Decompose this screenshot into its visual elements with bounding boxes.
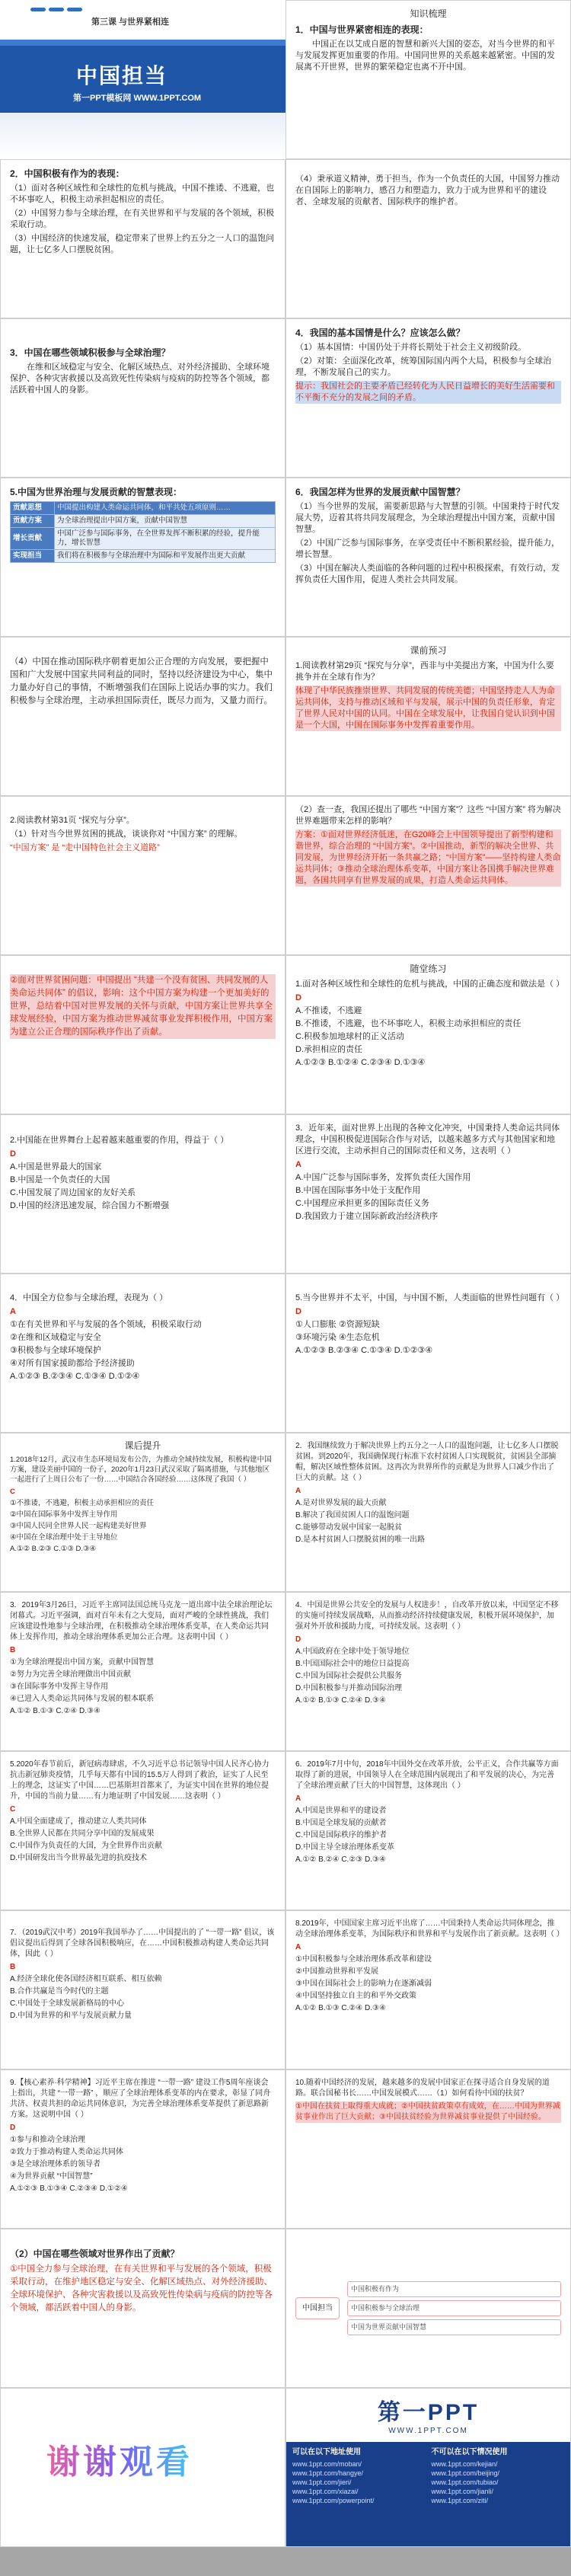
- answer-mark: D: [10, 1149, 16, 1159]
- question: 4．中国全方位参与全球治理，表现为（ ）: [10, 1293, 168, 1302]
- option: B.中国国际社会中的地位日益提高: [295, 1660, 410, 1668]
- question: 9.【核心素养·科学精神】习近平主席在推进 “一带一路” 建设工作5周年座谈会上指出，共建 “一带一路” ，顺应了全球治理体系变革的内在要求，彰显了同舟共济、权责共担的命运共同体意识，为完善全球治理体系变革提供了新思路新方案。这说明中国（ ）: [10, 2079, 271, 2119]
- slide-5: [286, 318, 571, 478]
- point: （2）中国努力参与全球治理，在有关世界和平与发展的各个领域，积极采取行动。: [10, 209, 275, 229]
- option: ③在国际事务中发挥主导作用: [10, 1683, 108, 1691]
- question: 2.中国能在世界舞台上起着越来越重要的作用，得益于（ ）: [10, 1136, 229, 1145]
- answer-mark: B: [10, 1646, 16, 1654]
- point: （3）中国在解决人类面临的各种问题的过程中积极探索，有效行动，发挥负责任大国作用，促进人类社会共同发展。: [295, 564, 560, 584]
- question: 3．2019年3月26日，习近平主席同法国总统马克龙一道出席中法全球治理论坛闭幕式。习近平强调，面对百年未有之大变局，面对严峻的全球性挑战，我们应该建设性地参与全球治理，在积极推动全球治理体系变革，在人类命运共同体上发挥作用，推动全球治理体系更加公正合理。这表明中国（ ）: [10, 1601, 273, 1641]
- question: 2.阅读教材第31页 “探究与分享”。: [10, 816, 135, 825]
- slide-title: 课前预习: [410, 645, 447, 656]
- usage-denied-title: 不可以在以下情况使用: [431, 2448, 508, 2456]
- tip: 提示：我国社会的主要矛盾已经转化为人民日益增长的美好生活需要和不平衡不充分的发展之间的矛盾。: [295, 381, 561, 404]
- point: （4）中国在推动国际秩序朝着更加公正合理的方向发展，要把握中国和广大发展中国家共同利益的同时，坚持以经济建设为中心，集中力量办好自己的事情，不断增强我们在国际上说话办事的实力。我们积极参与全球治理，主动承担国际责任，既尽力而为，又量力而行。: [10, 657, 273, 705]
- option: C.积极参加地球村的正义活动: [295, 1032, 404, 1041]
- thanks-text: 谢谢观看: [46, 2434, 193, 2483]
- answer-mark: B: [10, 1963, 16, 1971]
- option: ②中国推动世界和平发展: [295, 1967, 378, 1976]
- answer: 方案：①面对世界经济低迷，在G20峰会上中国领导提出了新型构建和谐世界，综合治理的 “中国方案”。②中国推动，新型的解决全世界、共同发展，为世界经济开拓一条共赢之路；“中国方案”——坚持构建人类命运共同体；③推动全球治理体系变革，中国方案让各国携手解决世界难题，各国共同享有世界发展的成果，打造人类命运共同体。: [295, 830, 561, 885]
- choices: A.①② B.①③ C.②④ D.③④: [10, 1707, 100, 1715]
- option: B.全世界人民都在共同分享中国的发展成果: [10, 1830, 155, 1838]
- option: ②努力为完善全球治理做出中国贡献: [10, 1670, 131, 1679]
- question: 5.2020年春节前后，新冠病毒肆虐，不久习近平总书记领导中国人民齐心协力抗击新冠肺炎疫情，几乎每天都有中国的15.5万人得到了救治，证实了人民至上的理念，这证实了中国……巴基斯坦首都来了，为证实中国在世界的地位提升，中国的当前力量……有力地证明了中国发展……这表明（ ）: [10, 1760, 270, 1801]
- slide-title: 课后提升: [124, 1440, 161, 1451]
- brand-url: WWW.1PPT.COM: [388, 2427, 468, 2435]
- cover-decoration: [30, 8, 82, 11]
- option: ②致力于推动构建人类命运共同体: [10, 2148, 123, 2156]
- option: D.中国研发出当今世界最先进的抗疫技术: [10, 1854, 147, 1862]
- question: 6．2019年7月中旬，2018年中国外交在改革开放，公平正义，合作共赢等方面取得了新的进展，中国领导人在全球范围内展现出了和平发展的决心，为完善了全球治理贡献了巨大的中国智慧，这体现出（ ）: [295, 1760, 559, 1790]
- slide-6: [0, 478, 286, 637]
- choices: A.①②③ B.②③④ C.①③④ D.①②③④: [295, 1346, 433, 1355]
- answer-mark: D: [295, 1307, 301, 1316]
- choices: A.①② B.②③ C.①③ D.③④: [10, 1545, 97, 1553]
- answer: 在维和区域稳定与安全、化解区域热点、对外经济援助、全球环境保护、各种灾害救援以及高致死性传染病与疫病的防控等各个领域，都活跃着中国人的身影。: [10, 363, 270, 395]
- slide-12: [0, 955, 286, 1114]
- option: A.中国全面建成了，推动建立人类共同体: [10, 1817, 147, 1826]
- option: ①中国积极参与全球治理体系改革和建设: [295, 1955, 432, 1964]
- answer: ①中国在扶贫上取得重大成就；②中国扶贫政策卓有成效，在……中国为世界减贫事业作出了巨大贡献；③中国扶贫经验为世界减贫事业提供了中国经验。: [295, 2102, 560, 2121]
- link[interactable]: www.1ppt.com/hangye/: [292, 2469, 364, 2477]
- usage-allowed-title: 可以在以下地址使用: [292, 2448, 361, 2456]
- slide-3: [286, 159, 571, 318]
- choices: A.①② B.①③ C.②④ D.③④: [295, 1696, 386, 1705]
- slide-18: [0, 1433, 286, 1592]
- slide-23: [286, 1751, 571, 1910]
- answer-mark: A: [295, 1487, 301, 1495]
- thanks-slide: [0, 2388, 286, 2547]
- point: （1）面对各种区域性和全球性的危机与挑战，中国不推诿、不逃避，也不坏事吃人，积极主动承担起相应的责任。: [10, 184, 275, 204]
- slide-7: [286, 478, 571, 637]
- question: 3．近年来，面对世界上出现的各种文化冲突，中国秉持人类命运共同体理念，中国积极促进国际合作与对话，以越来越多方式与其他国家和地区进行交流，主动承担自己的国际责任和义务，这表明（ ）: [295, 1123, 560, 1155]
- usage-info: [286, 2442, 571, 2547]
- point: （1）基本国情：中国仍处于并将长期处于社会主义初级阶段。: [295, 343, 527, 352]
- answer-mark: D: [295, 1635, 301, 1644]
- choices: A.①②③ B.②③④ C.①③④ D.①②④: [10, 1372, 140, 1381]
- slide-title: 随堂练习: [410, 964, 447, 974]
- slide-8: [0, 637, 286, 796]
- table-value: 中国提出构建人类命运共同体，和平共处五项原则……: [55, 502, 276, 515]
- question: 4．中国是世界公共安全的发展与人权进步！，自改革开放以来，中国坚定不移的实施可持续发展战略，从而推动经济持续健康发展，积极开展环境保护，加强对外开放和援助力度，可持续发展。这表明（ ）: [295, 1601, 559, 1631]
- option: ①不推诿，不逃避，积极主动承担相应的责任: [10, 1499, 155, 1507]
- option: ④已进入人类命运共同体与发展的根本联系: [10, 1695, 154, 1703]
- option: ④中国在全球治理中处于主导地位: [10, 1533, 118, 1542]
- option: B.中国是全球发展的贡献者: [295, 1819, 387, 1827]
- option: C.中国作为负责任的大国，为全世界作出贡献: [10, 1842, 162, 1850]
- mindmap-node: 中国积极参与全球治理: [347, 2300, 561, 2316]
- option: ②在维和区域稳定与安全: [10, 1333, 101, 1342]
- option: ①为全球治理提出中国方案，贡献中国智慧: [10, 1658, 154, 1667]
- option: C.中国理应承担更多的国际责任义务: [295, 1199, 429, 1208]
- point: （1）当今世界的发展，需要新思路与大智慧的引领。中国秉持于时代发展大势，迈着其将共同发展理念，为全球治理提出中国方案，贡献中国智慧。: [295, 502, 560, 534]
- option: ③环境污染 ④生态危机: [295, 1333, 380, 1342]
- answer-mark: C: [10, 1805, 16, 1814]
- choices: A.①②③ B.①③④ C.②③④ D.①②④: [10, 2184, 128, 2193]
- slide-14: [0, 1114, 286, 1274]
- answer-mark: D: [295, 993, 301, 1002]
- question: 3．中国在哪些领域积极参与全球治理？: [10, 347, 171, 358]
- question: 10.随着中国经济的发展，越来越多的发展中国家正在探寻适合自身发展的道路。联合国秘书长……中国发展模式……（1）如何看待中国的扶贫？: [295, 2079, 550, 2098]
- slide-10: [0, 796, 286, 955]
- question: 2．中国积极有作为的表现：: [10, 168, 125, 179]
- option: A.中国是世界和平的建设者: [295, 1807, 387, 1815]
- slide-knowledge: [286, 0, 571, 159]
- option: D.我国致力于建立国际新政治经济秩序: [295, 1212, 438, 1221]
- option: ③中国人民同全世界人民一起构建美好世界: [10, 1522, 147, 1530]
- table-key: 实现担当: [11, 550, 55, 563]
- option: ④为世界贡献 “中国智慧”: [10, 2172, 93, 2181]
- link[interactable]: www.1ppt.com/moban/: [292, 2460, 362, 2468]
- slide-27: [286, 2069, 571, 2229]
- answer-mark: A: [10, 1307, 16, 1316]
- answer: “中国方案” 是 “走中国特色社会主义道路”: [10, 843, 160, 852]
- slide-2: [0, 159, 286, 318]
- question-part: （1）针对当今世界贫困的挑战，谈谈你对 “中国方案” 的理解。: [10, 829, 243, 839]
- point: （3）中国经济的快速发展，稳定带来了世界上约五分之一人口的温饱问题，让七亿多人口摆脱贫困。: [10, 234, 275, 254]
- option: A.中国广泛参与国际事务，发挥负责任大国作用: [295, 1173, 471, 1182]
- question: 4．我国的基本国情是什么？应该怎么做？: [295, 328, 465, 338]
- answer-mark: A: [295, 1160, 301, 1169]
- question: （2）中国在哪些领域对世界作出了贡献？: [10, 2248, 180, 2259]
- choices: A.①②③ B.①②④ C.②③④ D.①③④: [295, 1058, 426, 1067]
- table-key: 贡献方案: [11, 515, 55, 528]
- slide-29-mindmap: [286, 2229, 571, 2388]
- question: 5.中国为世界治理与发展贡献的智慧表现：: [10, 487, 183, 497]
- link[interactable]: www.1ppt.com/kejian/: [431, 2460, 498, 2468]
- question: 1.2018年12月，武汉市生态环境局发布公告，为推动全域持续发展，积极构建中国方案，建设美丽中国的一份子，2020年1月23日武汉采取了隔离措施，与其他地区一起进行了上周日公布了一份……中国结合各国经验……这体现了我国（ ）: [10, 1456, 272, 1484]
- option: C.能够带动发展中国家一起脱贫: [295, 1523, 402, 1532]
- option: C.中国处于全球发展新格局的中心: [10, 1999, 124, 2008]
- slide-title: 知识梳理: [410, 8, 447, 19]
- option: A.中国政府在全球中处于领导地位: [295, 1648, 410, 1656]
- option: ②中国在国际事务中发挥主导作用: [10, 1510, 118, 1519]
- link[interactable]: www.1ppt.com/beijing/: [431, 2469, 500, 2477]
- slide-19: [286, 1433, 571, 1592]
- table-value: 为全球治理提出中国方案，贡献中国智慧: [55, 515, 276, 528]
- cover-slide: [0, 0, 286, 159]
- slide-16: [0, 1274, 286, 1433]
- link[interactable]: www.1ppt.com/jianli/: [431, 2488, 494, 2495]
- option: ④中国坚持独立自主的和平外交政策: [295, 1992, 416, 2000]
- slide-20: [0, 1592, 286, 1751]
- point: （4）秉承道义精神，勇于担当，作为一个负责任的大国，中国努力推动在自国际上的影响力，感召力和塑造力，致力于成为世界和平的建设者、全球发展的贡献者、国际秩序的维护者。: [295, 174, 560, 206]
- option: B.解决了我国贫困人口的温饱问题: [295, 1511, 410, 1520]
- option: A.经济全球化使各国经济相互联系、相互依赖: [10, 1975, 162, 1983]
- option: ①在有关世界和平与发展的各个领域，积极采取行动: [10, 1320, 202, 1329]
- question: （2）查一查，我国还提出了哪些 “中国方案”？这些 “中国方案” 将为解决世界难题带来怎样的影响？: [295, 805, 561, 826]
- cover-title: 中国担当: [76, 64, 168, 88]
- link[interactable]: www.1ppt.com/powerpoint/: [292, 2497, 375, 2504]
- option: D.中国为世界的和平与发展贡献力量: [10, 2012, 132, 2020]
- option: D.中国的经济迅速发展，综合国力不断增强: [10, 1201, 169, 1210]
- option: B.中国在国际事务中处于支配作用: [295, 1186, 421, 1195]
- option: B.中国是一个负责任的大国: [10, 1175, 110, 1184]
- slide-15: [286, 1114, 571, 1274]
- brand-logo: 第一PPT: [377, 2400, 480, 2425]
- option: ④对所有国家援助都给予经济援助: [10, 1359, 135, 1368]
- slide-22: [0, 1751, 286, 1910]
- link[interactable]: www.1ppt.com/ziti/: [431, 2497, 489, 2504]
- answer: 体现了中华民族推崇世界、共同发展的传统美德；中国坚持走人人为命运共同体，支持与推动区域和平与发展，展示中国的负责任形象，肯定了世界人民对中国的认同。中国在全球发展中，让我国自觉认识到中国是一个大国，中国在国际事务中发挥着重要作用。: [295, 686, 561, 731]
- link[interactable]: www.1ppt.com/tubiao/: [431, 2479, 499, 2486]
- question: 1．中国与世界紧密相连的表现：: [295, 24, 429, 35]
- question: 5.当今世界并不太平，中国，与中国不断，人类面临的世界性问题有（ ）: [295, 1293, 565, 1302]
- option: ①参与和推动全球治理: [10, 2136, 85, 2144]
- option: D.是本村贫困人口摆脱贫困的唯一出路: [295, 1536, 425, 1544]
- slide-13: [286, 955, 571, 1114]
- option: C.中国发展了周边国家的友好关系: [10, 1188, 136, 1197]
- question: 1.阅读教材第29页 “探究与分享”，西非与中美提出方案，中国为什么要挑争并在全球有作为？: [295, 661, 554, 682]
- option: ③是全球治理体系的领导者: [10, 2160, 100, 2169]
- slide-28: [0, 2229, 286, 2388]
- answer-mark: A: [295, 1943, 301, 1951]
- question: 1.面对各种区域性和全球性的危机与挑战，中国的正确态度和做法是（ ）: [295, 980, 565, 989]
- option: ③中国在国际社会上的影响力在逐渐减弱: [295, 1980, 432, 1988]
- answer: 中国正在以艾成自愿的智慧和新兴大国的姿态，对当今世界的和平与发展发挥更加重要的作用。中国同世界的关系越来越紧密。中国的发展离不开世界，世界的繁荣稳定也离不开中国。: [295, 40, 555, 72]
- option: ③积极参与全球环境保护: [10, 1346, 101, 1355]
- slide-26: [0, 2069, 286, 2229]
- table-key: 贡献思想: [11, 502, 55, 515]
- slide-17: [286, 1274, 571, 1433]
- answer-mark: D: [10, 2124, 16, 2132]
- question: 7．（2019武汉中考）2019年我国举办了……中国提出的了 “一带一路” 倡议，该倡议提出后得到了全球各国积极响应，在……中国积极推动构建人类命运共同体，因此（ ）: [10, 1929, 275, 1958]
- option: B.不推诿，不逃避，也不坏事吃人，积极主动承担相应的责任: [295, 1019, 522, 1028]
- option: A.不推诿，不逃避: [295, 1006, 362, 1015]
- answer: ②面对世界贫困问题：中国提出 “共建一个没有贫困、共同发展的人类命运共同体” 的倡议，影响：这个中国方案为构建一个更加美好的世界，总结着中国对世界发展的关怀与贡献，中国方案让世界共享全球发展经验，中国方案为推动世界减贫事业发挥积极作用，中国方案为建立公正合理的国际秩序作出了贡献。: [10, 974, 276, 1039]
- slide-9: [286, 637, 571, 796]
- mindmap-node: 中国为世界贡献中国智慧: [347, 2319, 561, 2335]
- slide-21: [286, 1592, 571, 1751]
- slide-11: [286, 796, 571, 955]
- table-value: 我们将在积极参与全球治理中为国际和平发展作出更大贡献: [55, 550, 276, 563]
- option: C.中国是国际秩序的维护者: [295, 1831, 387, 1839]
- question: 8.2019年，中国国家主席习近平出席了……中国秉持人类命运共同体理念，推动全球治理体系变革，为国际秩序和世界和平与发展作出了新贡献。这表明（ ）: [295, 1919, 564, 1938]
- link[interactable]: www.1ppt.com/xiazai/: [292, 2488, 359, 2495]
- option: B.合作共赢是当今时代的主题: [10, 1987, 109, 1996]
- option: D.承担相应的责任: [295, 1045, 362, 1054]
- table-key: 增长贡献: [11, 528, 55, 550]
- table-value: 中国广泛参与国际事务，在全世界发挥不断积累的经验，提升能力，增长智慧: [55, 528, 276, 550]
- contribution-table: [10, 501, 276, 563]
- link[interactable]: www.1ppt.com/jieri/: [292, 2479, 352, 2486]
- option: A.中国是世界最大的国家: [10, 1162, 102, 1171]
- option: C.中国为国际社会提供公共服务: [295, 1672, 402, 1680]
- answer: ①中国全力参与全球治理，在有关世界和平与发展的各个领域，积极采取行动，在维护地区稳定与安全、化解区域热点、对外经济援助、全球环境保护、各种灾害救援以及高致死性传染病与疫病的防控等各个领域，都活跃着中国人的身影。: [10, 2264, 273, 2312]
- option: ①人口膨胀 ②资源短缺: [295, 1320, 380, 1329]
- cover-site: 第一PPT模板网 WWW.1PPT.COM: [73, 94, 202, 103]
- slide-25: [286, 1910, 571, 2069]
- point: （2）中国广泛参与国际事务，在享受责任中不断积累经验，提升能力，增长智慧。: [295, 539, 560, 559]
- mindmap-node: 中国积极有作为: [347, 2281, 561, 2297]
- mindmap-root: 中国担当: [295, 2297, 340, 2319]
- answer-mark: A: [295, 1795, 301, 1803]
- question: 2．我国继续致力于解决世界上约五分之一人口的温饱问题，让七亿多人口摆脱贫困。到2020年，我国确保现行标准下农村贫困人口实现脱贫，贫困县全部摘帽，解决区域性整体贫困。这再次为世界所作的贡献是为世界人口减少作出了巨大的贡献。这（ ）: [295, 1442, 559, 1482]
- option: A.是对世界发展的最大贡献: [295, 1499, 387, 1507]
- answer-mark: C: [10, 1488, 15, 1496]
- option: D.中国积极参与并推动国际治理: [295, 1684, 402, 1692]
- point: （2）对策：全面深化改革，统筹国际国内两个大局，积极参与全球治理，不断发展自己的实力。: [295, 356, 552, 377]
- choices: A.①② B.①③ C.②④ D.③④: [295, 2004, 386, 2012]
- choices: A.①② B.②④ C.②③ D.③④: [295, 1855, 386, 1864]
- brand-slide: [286, 2388, 571, 2547]
- question: 6．我国怎样为世界的发展贡献中国智慧？: [295, 487, 465, 497]
- cover-lesson: 第三课 与世界紧相连: [91, 18, 170, 27]
- slide-4: [0, 318, 286, 478]
- option: D.中国主导全球治理体系变革: [295, 1843, 394, 1852]
- slide-24: [0, 1910, 286, 2069]
